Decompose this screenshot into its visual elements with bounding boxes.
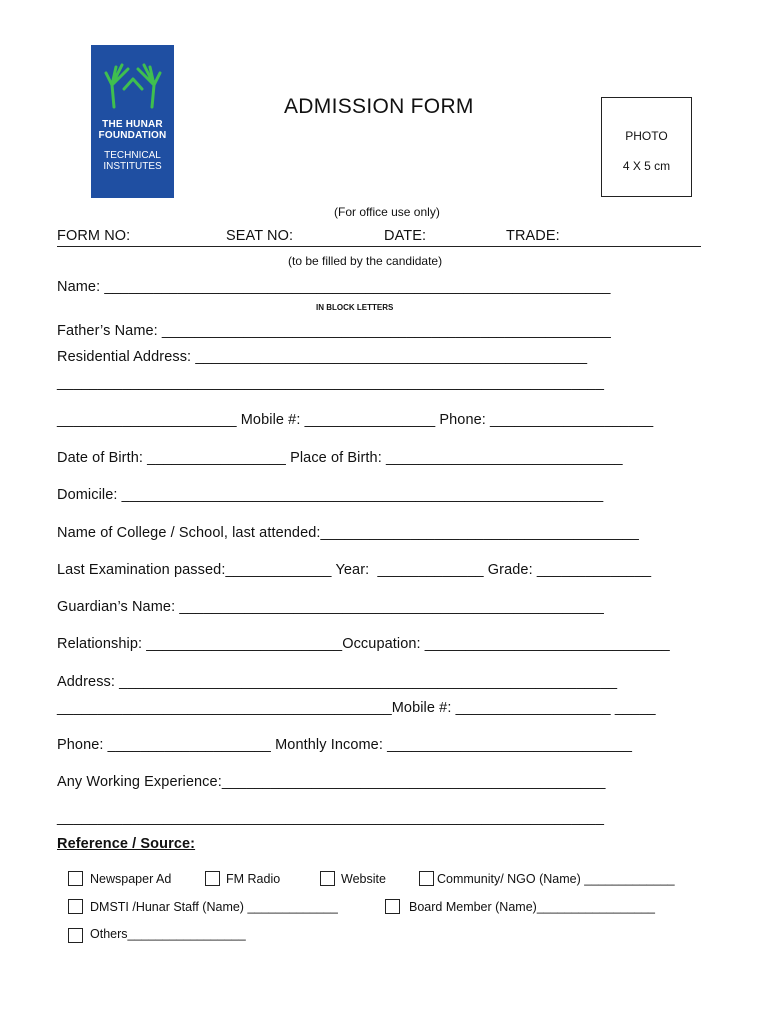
logo-subtitle	[91, 150, 174, 172]
dmsti-checkbox[interactable]	[68, 899, 83, 914]
reference-heading: Reference / Source:	[57, 836, 196, 852]
fm-radio-label: FM Radio	[226, 872, 281, 886]
residential-address-field[interactable]: Residential Address: ________________________________________________	[57, 349, 588, 365]
phone-income-row[interactable]: Phone: ____________________ Monthly Income: ______________________________	[57, 737, 633, 753]
logo-line-4: INSTITUTES	[103, 161, 162, 172]
name-field[interactable]: Name: ______________________________________________________________	[57, 279, 611, 295]
guardian-address-field[interactable]: Address: _____________________________________________________________	[57, 674, 618, 690]
newspaper-checkbox[interactable]	[68, 871, 83, 886]
residential-address-line-2[interactable]: ___________________________________________________________________	[57, 375, 605, 391]
guardian-mobile-row[interactable]: _________________________________________Mobile #: ___________________ _____	[57, 700, 656, 716]
community-checkbox[interactable]	[419, 871, 434, 886]
photo-size: 4 X 5 cm	[622, 159, 671, 173]
exam-field-row[interactable]: Last Examination passed:_____________ Year: _____________ Grade: ______________	[57, 562, 652, 578]
website-checkbox[interactable]	[320, 871, 335, 886]
form-title: ADMISSION FORM	[284, 95, 474, 118]
logo-line-2: FOUNDATION	[98, 130, 167, 141]
birth-field-row[interactable]: Date of Birth: _________________ Place of Birth: _____________________________	[57, 450, 623, 466]
guardian-name-field[interactable]: Guardian’s Name: ____________________________________________________	[57, 599, 604, 615]
photo-label: PHOTO	[625, 129, 668, 143]
relationship-field-row[interactable]: Relationship: ________________________Occupation: ______________________________	[57, 636, 670, 652]
contact-field-row[interactable]: ______________________ Mobile #: ________________ Phone: ____________________	[57, 412, 654, 428]
trade-label: TRADE:	[506, 228, 560, 244]
logo-name	[91, 119, 174, 141]
working-experience-field[interactable]: Any Working Experience:_______________________________________________	[57, 774, 606, 790]
form-no-label: FORM NO:	[57, 228, 131, 244]
logo-line-3: TECHNICAL	[104, 150, 161, 161]
college-field[interactable]: Name of College / School, last attended:_______________________________________	[57, 525, 639, 541]
hands-icon	[102, 55, 164, 113]
community-label: Community/ NGO (Name) _____________	[437, 872, 675, 886]
working-experience-line-2[interactable]: ___________________________________________________________________	[57, 810, 605, 826]
father-name-field[interactable]: Father’s Name: _______________________________________________________	[57, 323, 611, 339]
fm-radio-checkbox[interactable]	[205, 871, 220, 886]
seat-no-label: SEAT NO:	[226, 228, 294, 244]
dmsti-label: DMSTI /Hunar Staff (Name) _____________	[90, 900, 338, 914]
office-use-note: (For office use only)	[334, 205, 440, 219]
website-label: Website	[341, 872, 386, 886]
photo-box	[601, 97, 692, 197]
board-member-checkbox[interactable]	[385, 899, 400, 914]
board-member-label: Board Member (Name)_________________	[409, 900, 655, 914]
newspaper-label: Newspaper Ad	[90, 872, 172, 886]
others-checkbox[interactable]	[68, 928, 83, 943]
domicile-field[interactable]: Domicile: ___________________________________________________________	[57, 487, 604, 503]
office-divider	[57, 246, 701, 247]
others-label: Others_________________	[90, 927, 246, 941]
date-label: DATE:	[384, 228, 427, 244]
hunar-foundation-logo	[91, 45, 174, 198]
candidate-note: (to be filled by the candidate)	[288, 254, 443, 268]
block-letters-hint: IN BLOCK LETTERS	[316, 303, 394, 312]
logo-line-1: THE HUNAR	[102, 119, 163, 130]
